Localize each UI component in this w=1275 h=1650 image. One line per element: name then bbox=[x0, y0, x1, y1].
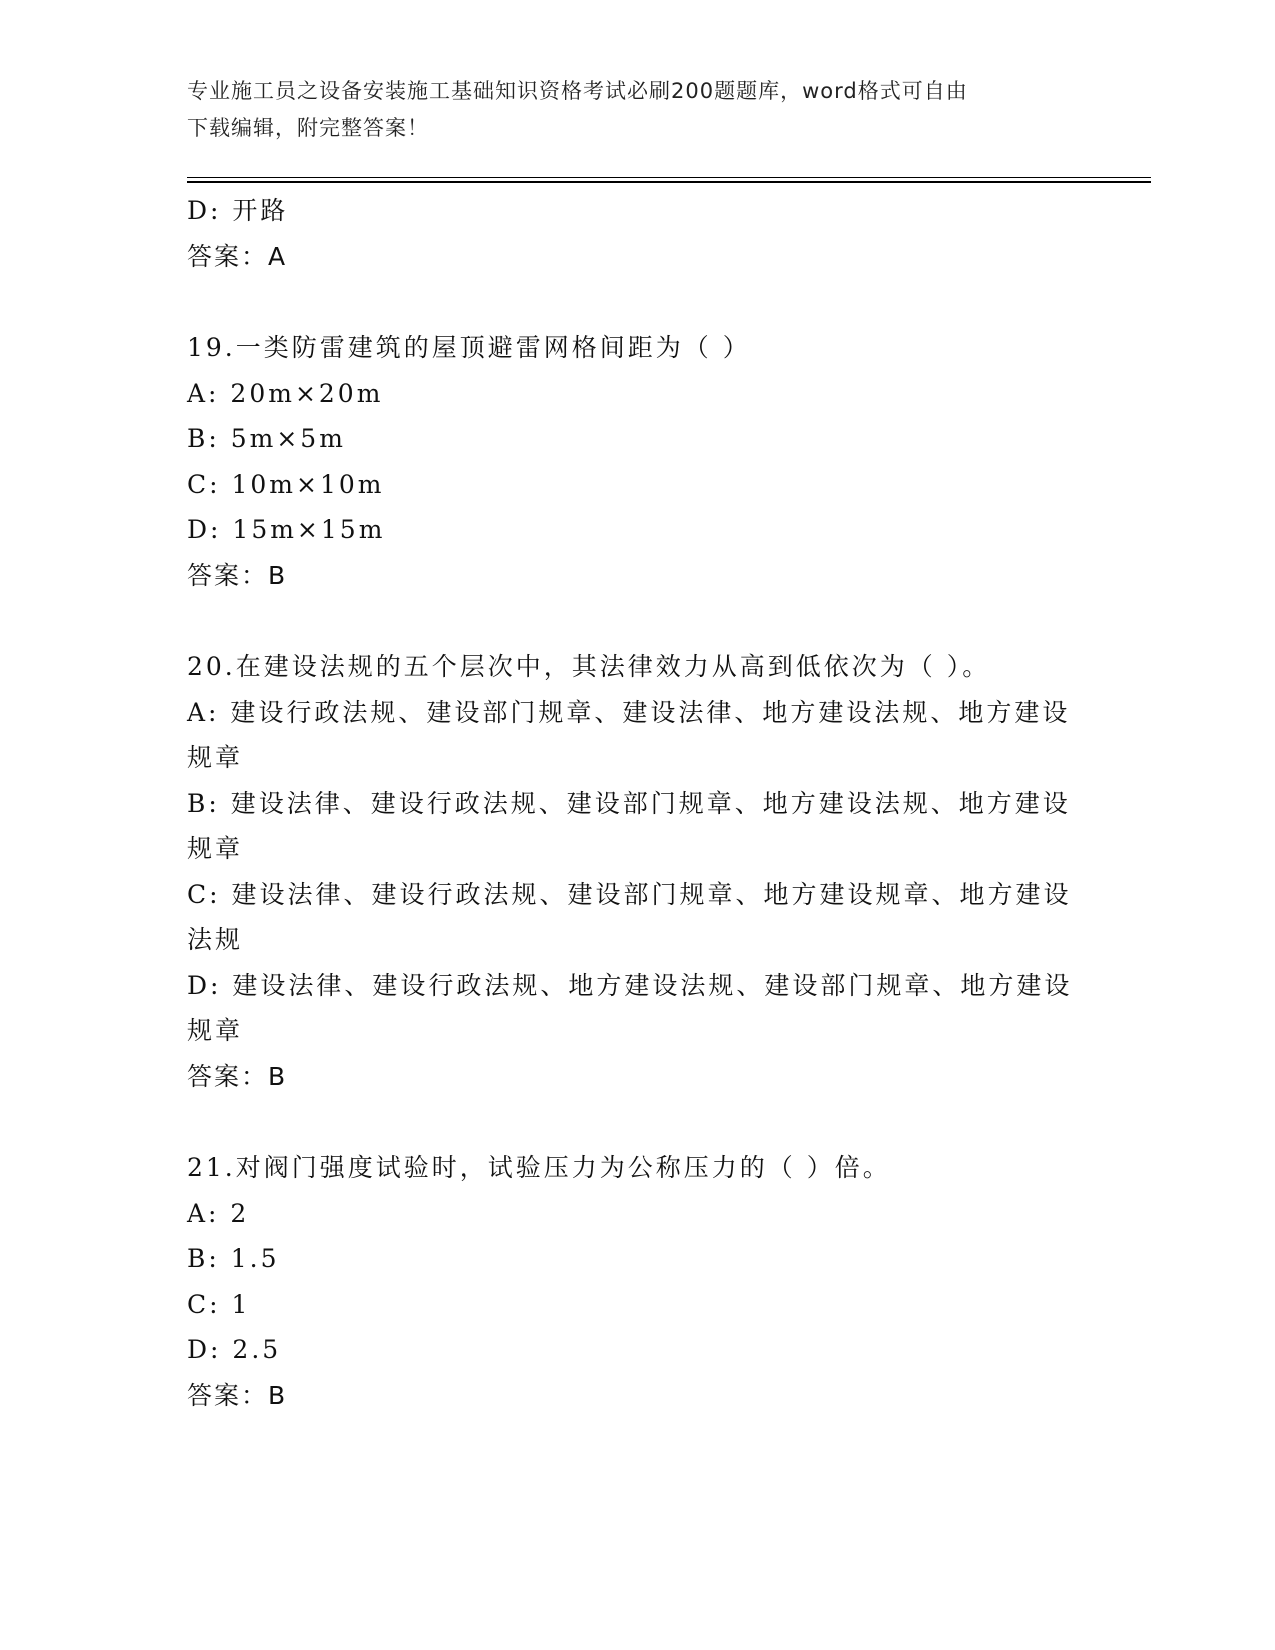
question-19 bbox=[187, 325, 1087, 598]
option-b: B: 建设法律、建设行政法规、建设部门规章、地方建设法规、地方建设规章 bbox=[187, 788, 1071, 863]
option-d: D: 2.5 bbox=[187, 1335, 282, 1364]
question-21 bbox=[187, 1145, 1087, 1418]
question-20 bbox=[187, 644, 1087, 1099]
spacer bbox=[187, 279, 1087, 325]
header-rule-thin bbox=[187, 177, 1151, 178]
answer-line: 答案：B bbox=[187, 560, 288, 590]
answer-line: 答案：B bbox=[187, 1061, 288, 1091]
previous-question-tail bbox=[187, 188, 1087, 279]
option-d: D: 开路 bbox=[187, 196, 289, 225]
option-a: A: 2 bbox=[187, 1198, 250, 1228]
header-rule-thick bbox=[187, 181, 1151, 183]
question-stem: 19.一类防雷建筑的屋顶避雷网格间距为（ ） bbox=[187, 333, 751, 362]
option-c: C: 建设法律、建设行政法规、建设部门规章、地方建设规章、地方建设法规 bbox=[187, 879, 1072, 954]
option-d: D: 15m×15m bbox=[187, 515, 386, 544]
option-c: C: 1 bbox=[187, 1289, 251, 1319]
question-list bbox=[187, 188, 1087, 1418]
document-header bbox=[187, 73, 1082, 147]
spacer bbox=[187, 1099, 1087, 1145]
option-d: D: 建设法律、建设行政法规、地方建设法规、建设部门规章、地方建设规章 bbox=[187, 970, 1073, 1045]
option-b: B: 1.5 bbox=[187, 1244, 280, 1273]
header-line-2: 下载编辑，附完整答案！ bbox=[187, 116, 429, 140]
option-a: A: 建设行政法规、建设部门规章、建设法律、地方建设法规、地方建设规章 bbox=[187, 697, 1071, 772]
answer-line: 答案：A bbox=[187, 241, 288, 271]
option-a: A: 20m×20m bbox=[187, 378, 384, 408]
question-stem: 21.对阀门强度试验时，试验压力为公称压力的（ ）倍。 bbox=[187, 1153, 891, 1182]
question-stem: 20.在建设法规的五个层次中，其法律效力从高到低依次为（ ）。 bbox=[187, 652, 991, 681]
option-c: C: 10m×10m bbox=[187, 469, 385, 499]
option-b: B: 5m×5m bbox=[187, 424, 346, 453]
spacer bbox=[187, 598, 1087, 644]
answer-line: 答案：B bbox=[187, 1380, 288, 1410]
header-line-1: 专业施工员之设备安装施工基础知识资格考试必刷200题题库，word格式可自由 bbox=[187, 79, 968, 103]
